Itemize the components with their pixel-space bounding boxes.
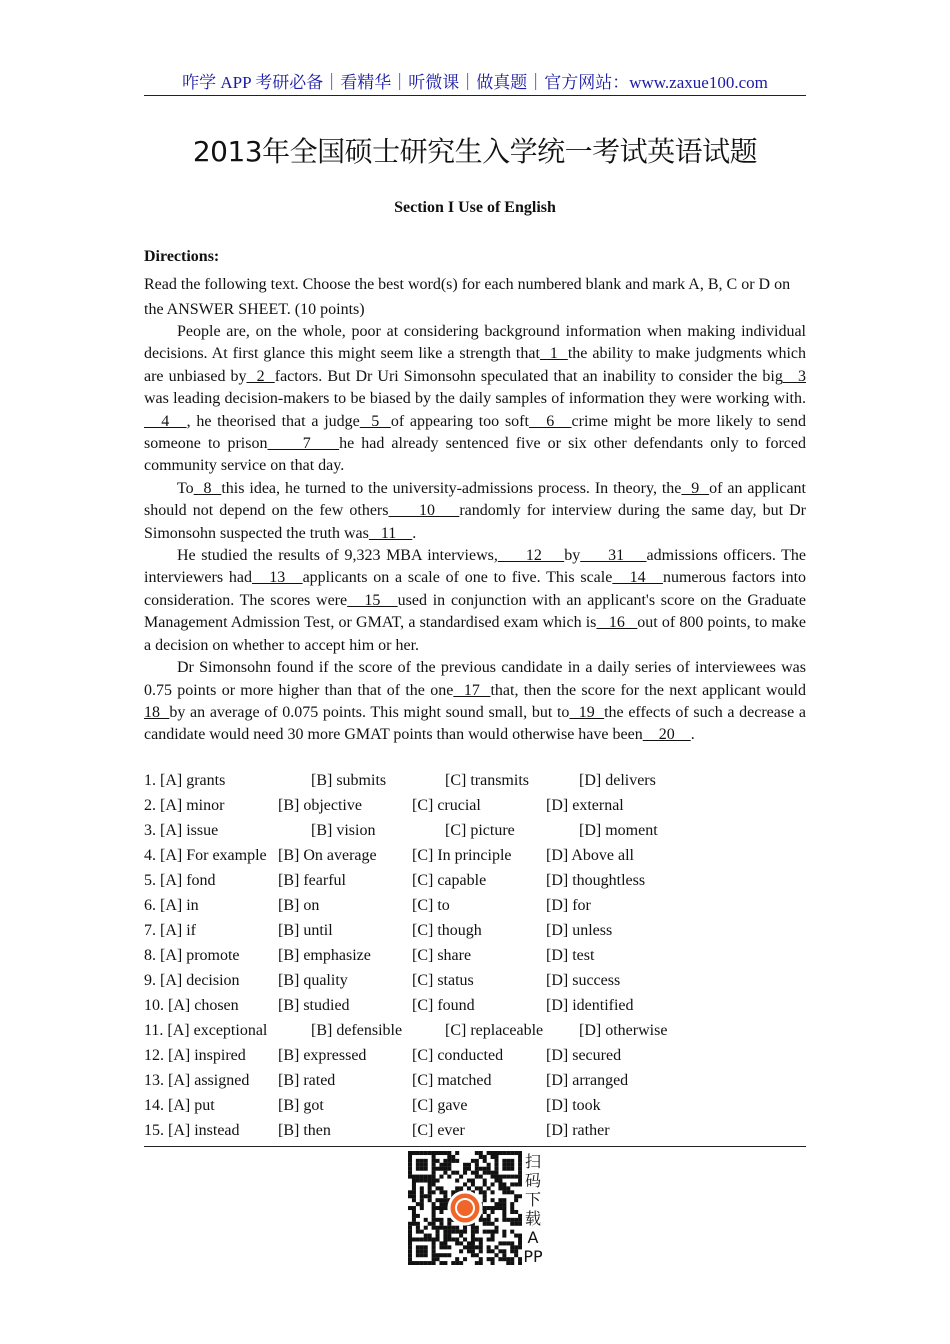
passage-paragraph: [144, 478, 806, 545]
option-b: [B] studied: [278, 997, 350, 1014]
option-row: [144, 968, 806, 993]
option-c: [C] In principle: [412, 847, 512, 864]
option-row: [144, 768, 806, 793]
option-c: [C] capable: [412, 872, 487, 889]
passage-paragraph: [144, 321, 806, 478]
option-d: [D] moment: [579, 822, 658, 839]
option-b: [B] defensible: [311, 1022, 403, 1039]
option-a: 13. [A] assigned: [144, 1072, 250, 1089]
option-d: [D] for: [546, 897, 591, 914]
passage-text: this idea, he turned to the university-admissions process. In theory, the: [221, 479, 682, 497]
passage-text: applicants on a scale of one to five. This scale: [302, 569, 613, 587]
option-b: [B] submits: [311, 772, 387, 789]
option-b: [B] vision: [311, 822, 376, 839]
option-b: [B] on: [278, 897, 320, 914]
passage-paragraph: [144, 657, 806, 747]
option-a: 8. [A] promote: [144, 947, 240, 964]
passage-text: numerous factors into consideration. The scores were: [144, 569, 807, 609]
passage-text: of an applicant should not depend on the few others: [144, 479, 807, 520]
option-a: 5. [A] fond: [144, 872, 216, 889]
option-b: [B] rated: [278, 1072, 336, 1089]
blank-marker: 11: [368, 524, 413, 542]
option-a: 6. [A] in: [144, 897, 199, 914]
option-d: [D] Above all: [546, 847, 634, 864]
passage-text: the ability to make judgments which are unbiased by: [144, 345, 806, 385]
option-c: [C] found: [412, 997, 475, 1014]
cloze-passage: [144, 321, 806, 747]
passage-text: He studied the results of 9,323 MBA interviews,: [177, 547, 498, 565]
option-row: [144, 793, 806, 818]
option-d: [D] test: [546, 947, 595, 964]
passage-text: .: [412, 524, 417, 542]
blank-marker: 12: [497, 547, 565, 565]
option-row: [144, 818, 806, 843]
option-d: [D] arranged: [546, 1072, 629, 1089]
blank-marker: 1: [539, 345, 568, 363]
option-b: [B] quality: [278, 972, 348, 989]
blank-marker: 20: [642, 726, 691, 744]
option-d: [D] thoughtless: [546, 872, 646, 889]
blank-marker: 6: [528, 412, 572, 430]
blank-marker: 18: [144, 703, 170, 721]
option-b: [B] fearful: [278, 872, 346, 889]
option-a: 14. [A] put: [144, 1097, 215, 1114]
passage-text: randomly for interview during the same day, but Dr Simonsohn suspected the truth was: [144, 502, 807, 542]
option-d: [D] secured: [546, 1047, 622, 1064]
blank-marker: 17: [453, 681, 491, 699]
blank-marker: 9: [681, 479, 710, 497]
option-row: [144, 1068, 806, 1093]
answer-options: [144, 768, 806, 1143]
option-c: [C] crucial: [412, 797, 481, 814]
option-c: [C] share: [412, 947, 472, 964]
option-a: 2. [A] minor: [144, 797, 225, 814]
blank-marker: 14: [612, 569, 663, 587]
option-b: [B] expressed: [278, 1047, 367, 1064]
option-d: [D] external: [546, 797, 624, 814]
option-a: 10. [A] chosen: [144, 997, 239, 1014]
directions-heading: Directions:: [144, 248, 220, 265]
passage-text: To: [177, 479, 194, 497]
option-row: [144, 993, 806, 1018]
passage-text: used in conjunction with an applicant's score on the Graduate Management Admission Test, or GMAT, a standardised exam which is: [144, 591, 807, 632]
blank-marker: 13: [251, 569, 303, 587]
passage-text: Dr Simonsohn found if the score of the previous candidate in a daily series of interviewees was 0.75 points or more higher than that of the one: [144, 659, 806, 699]
option-c: [C] though: [412, 922, 482, 939]
option-c: [C] conducted: [412, 1047, 504, 1064]
option-d: [D] otherwise: [579, 1022, 668, 1039]
passage-text: the effects of such a decrease a candidate would need 30 more GMAT points than would otherwise have been: [144, 703, 806, 744]
option-row: [144, 1018, 806, 1043]
blank-marker: 19: [569, 703, 605, 721]
blank-marker: 7: [267, 435, 340, 453]
option-a: 3. [A] issue: [144, 822, 219, 839]
passage-text: .: [690, 726, 695, 744]
blank-marker: 3: [782, 367, 807, 385]
option-c: [C] transmits: [445, 772, 529, 789]
blank-marker: 16: [596, 614, 638, 632]
option-a: 9. [A] decision: [144, 972, 240, 989]
option-c: [C] status: [412, 972, 474, 989]
option-row: [144, 1093, 806, 1118]
passage-text: that, then the score for the next applicant would: [490, 681, 807, 699]
option-a: 12. [A] inspired: [144, 1047, 246, 1064]
option-row: [144, 1043, 806, 1068]
blank-marker: 8: [193, 479, 222, 497]
option-a: 1. [A] grants: [144, 772, 226, 789]
passage-text: of appearing too soft: [390, 412, 529, 430]
option-b: [B] emphasize: [278, 947, 371, 964]
option-row: [144, 918, 806, 943]
passage-text: crime might be more likely to send someone to prison: [144, 412, 807, 453]
option-b: [B] until: [278, 922, 333, 939]
option-d: [D] delivers: [579, 772, 656, 789]
blank-marker: 10: [388, 502, 460, 520]
passage-text: out of 800 points, to make a decision on whether to accept him or her.: [144, 614, 807, 654]
site-header: 咋学 APP 考研必备｜看精华｜听微课｜做真题｜官方网站：www.zaxue100.com: [182, 73, 768, 92]
option-b: [B] then: [278, 1122, 331, 1139]
option-d: [D] identified: [546, 997, 634, 1014]
scan-download-label: 扫码下载APP: [523, 1152, 543, 1266]
option-a: 15. [A] instead: [144, 1122, 240, 1139]
directions-text: Read the following text. Choose the best word(s) for each numbered blank and mark A, B, C or D on the ANSWER SHEET. (10 points): [144, 276, 791, 318]
passage-text: factors. But Dr Uri Simonsohn speculated that an inability to consider the big: [274, 367, 783, 385]
passage-paragraph: [144, 545, 806, 657]
option-c: [C] replaceable: [445, 1022, 544, 1039]
passage-text: he had already sentenced five or six other defendants only to forced community service on that day.: [144, 435, 807, 475]
option-row: [144, 943, 806, 968]
option-a: 11. [A] exceptional: [144, 1022, 268, 1039]
passage-text: by an average of 0.075 points. This might sound small, but to: [169, 703, 570, 721]
option-c: [C] ever: [412, 1122, 465, 1139]
header-divider: [144, 95, 806, 96]
passage-text: by: [564, 547, 581, 565]
option-row: [144, 843, 806, 868]
option-b: [B] On average: [278, 847, 377, 864]
passage-text: , he theorised that a judge: [186, 412, 360, 430]
option-a: 4. [A] For example: [144, 847, 267, 864]
passage-text: admissions officers. The interviewers had: [144, 547, 807, 587]
page-title: 2013年全国硕士研究生入学统一考试英语试题: [192, 135, 758, 168]
option-b: [B] objective: [278, 797, 362, 814]
option-c: [C] picture: [445, 822, 515, 839]
section-heading: Section I Use of English: [394, 199, 556, 216]
option-row: [144, 868, 806, 893]
option-d: [D] unless: [546, 922, 613, 939]
option-c: [C] to: [412, 897, 450, 914]
option-c: [C] matched: [412, 1072, 492, 1089]
option-d: [D] rather: [546, 1122, 610, 1139]
qr-code-icon[interactable]: [408, 1151, 522, 1270]
blank-marker: 5: [359, 412, 391, 430]
passage-text: People are, on the whole, poor at considering background information when making individual decisions. At first glance this might seem like a strength that: [144, 323, 806, 363]
option-b: [B] got: [278, 1097, 324, 1114]
passage-text: was leading decision-makers to be biased by the daily samples of information they were working with.: [144, 390, 806, 408]
blank-marker: 31: [580, 547, 647, 565]
option-a: 7. [A] if: [144, 922, 196, 939]
footer-divider: [144, 1146, 806, 1147]
option-row: [144, 1118, 806, 1143]
option-row: [144, 893, 806, 918]
blank-marker: 15: [347, 591, 398, 609]
option-c: [C] gave: [412, 1097, 468, 1114]
blank-marker: 4: [144, 412, 187, 430]
option-d: [D] success: [546, 972, 621, 989]
option-d: [D] took: [546, 1097, 601, 1114]
blank-marker: 2: [246, 367, 275, 385]
